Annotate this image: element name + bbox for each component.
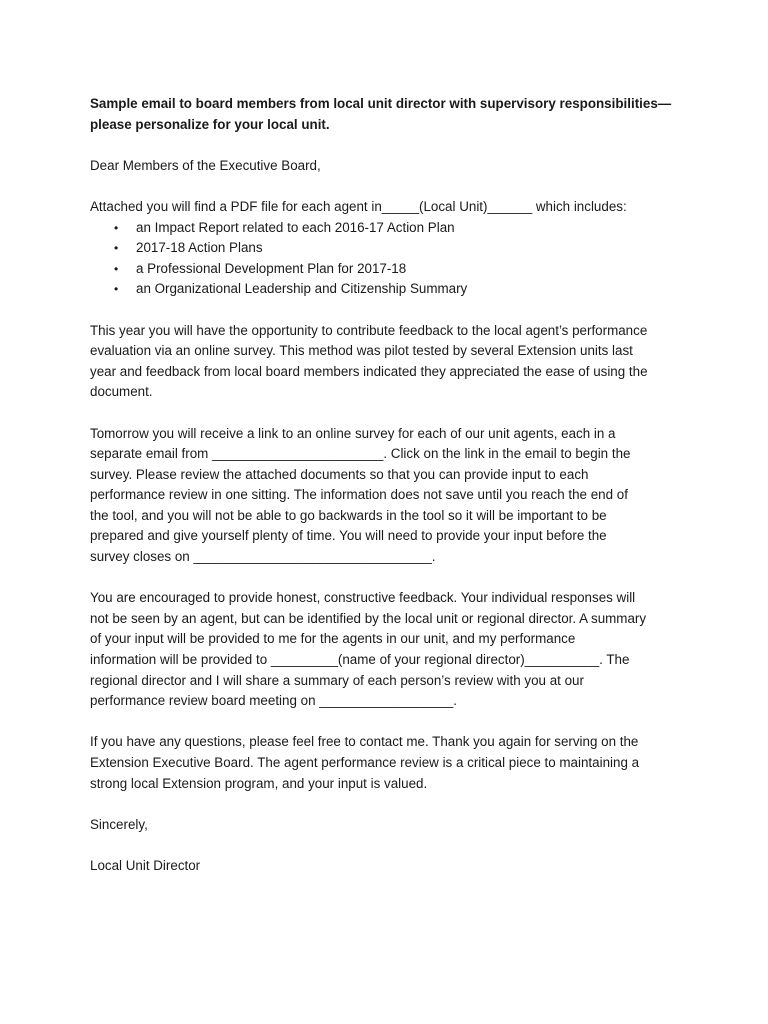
paragraph-line: separate email from _______________________. Click on the link in the email to begin the bbox=[90, 446, 631, 462]
paragraph-line: prepared and give yourself plenty of time. You will need to provide your input before the bbox=[90, 528, 607, 544]
bullet-icon: • bbox=[114, 261, 119, 276]
paragraph-line: evaluation via an online survey. This method was pilot tested by several Extension units last bbox=[90, 343, 633, 359]
heading-line: Sample email to board members from local unit director with supervisory responsibilities— bbox=[90, 96, 672, 111]
attachment-intro: Attached you will find a PDF file for each agent in_____(Local Unit)______ which includes: bbox=[90, 198, 627, 214]
bullet-icon: • bbox=[114, 282, 119, 297]
paragraph-line: This year you will have the opportunity to contribute feedback to the local agent’s performance bbox=[90, 322, 648, 338]
list-item bbox=[90, 238, 690, 259]
salutation: Dear Members of the Executive Board, bbox=[90, 157, 321, 173]
list-item-text: a Professional Development Plan for 2017-18 bbox=[136, 260, 407, 276]
list-item-text: an Organizational Leadership and Citizenship Summary bbox=[136, 281, 468, 297]
paragraph-line: the tool, and you will not be able to go backwards in the tool so it will be important to be bbox=[90, 507, 607, 523]
paragraph-line: regional director and I will share a summary of each person’s review with you at our bbox=[90, 672, 584, 688]
document-heading bbox=[90, 94, 690, 135]
heading-line: please personalize for your local unit. bbox=[90, 116, 330, 132]
paragraph-line: performance review board meeting on __________________. bbox=[90, 693, 458, 709]
list-item bbox=[90, 218, 690, 239]
list-item-text: 2017-18 Action Plans bbox=[136, 240, 263, 256]
paragraph-line: of your input will be provided to me for the agents in our unit, and my performance bbox=[90, 631, 576, 647]
list-item bbox=[90, 259, 690, 280]
signature: Local Unit Director bbox=[90, 857, 201, 873]
paragraph-line: information will be provided to _________(name of your regional director)__________. The bbox=[90, 652, 630, 668]
paragraph-line: not be seen by an agent, but can be identified by the local unit or regional director. A summary bbox=[90, 610, 647, 626]
paragraph-line: survey closes on ________________________________. bbox=[90, 549, 436, 565]
paragraph-survey-intro bbox=[90, 321, 690, 403]
paragraph-line: document. bbox=[90, 384, 153, 400]
paragraph-line: survey. Please review the attached documents so that you can provide input to each bbox=[90, 466, 589, 482]
list-item-text: an Impact Report related to each 2016-17 Action Plan bbox=[136, 219, 455, 235]
paragraph-line: Tomorrow you will receive a link to an online survey for each of our unit agents, each in a bbox=[90, 425, 616, 441]
paragraph-survey-instructions bbox=[90, 424, 690, 568]
closing: Sincerely, bbox=[90, 816, 148, 832]
attachment-list bbox=[90, 218, 690, 300]
paragraph-line: strong local Extension program, and your input is valued. bbox=[90, 775, 428, 791]
paragraph-feedback bbox=[90, 588, 690, 712]
paragraph-line: You are encouraged to provide honest, constructive feedback. Your individual responses will bbox=[90, 590, 636, 606]
bullet-icon: • bbox=[114, 241, 119, 256]
paragraph-line: performance review in one sitting. The information does not save until you reach the end of bbox=[90, 487, 628, 503]
list-item bbox=[90, 279, 690, 300]
paragraph-line: Extension Executive Board. The agent performance review is a critical piece to maintaining a bbox=[90, 755, 640, 770]
bullet-icon: • bbox=[114, 220, 119, 235]
paragraph-line: year and feedback from local board members indicated they appreciated the ease of using the bbox=[90, 363, 648, 379]
paragraph-line: If you have any questions, please feel free to contact me. Thank you again for serving on the bbox=[90, 734, 639, 750]
email-body bbox=[90, 94, 690, 877]
paragraph-closing-remarks bbox=[90, 732, 690, 794]
